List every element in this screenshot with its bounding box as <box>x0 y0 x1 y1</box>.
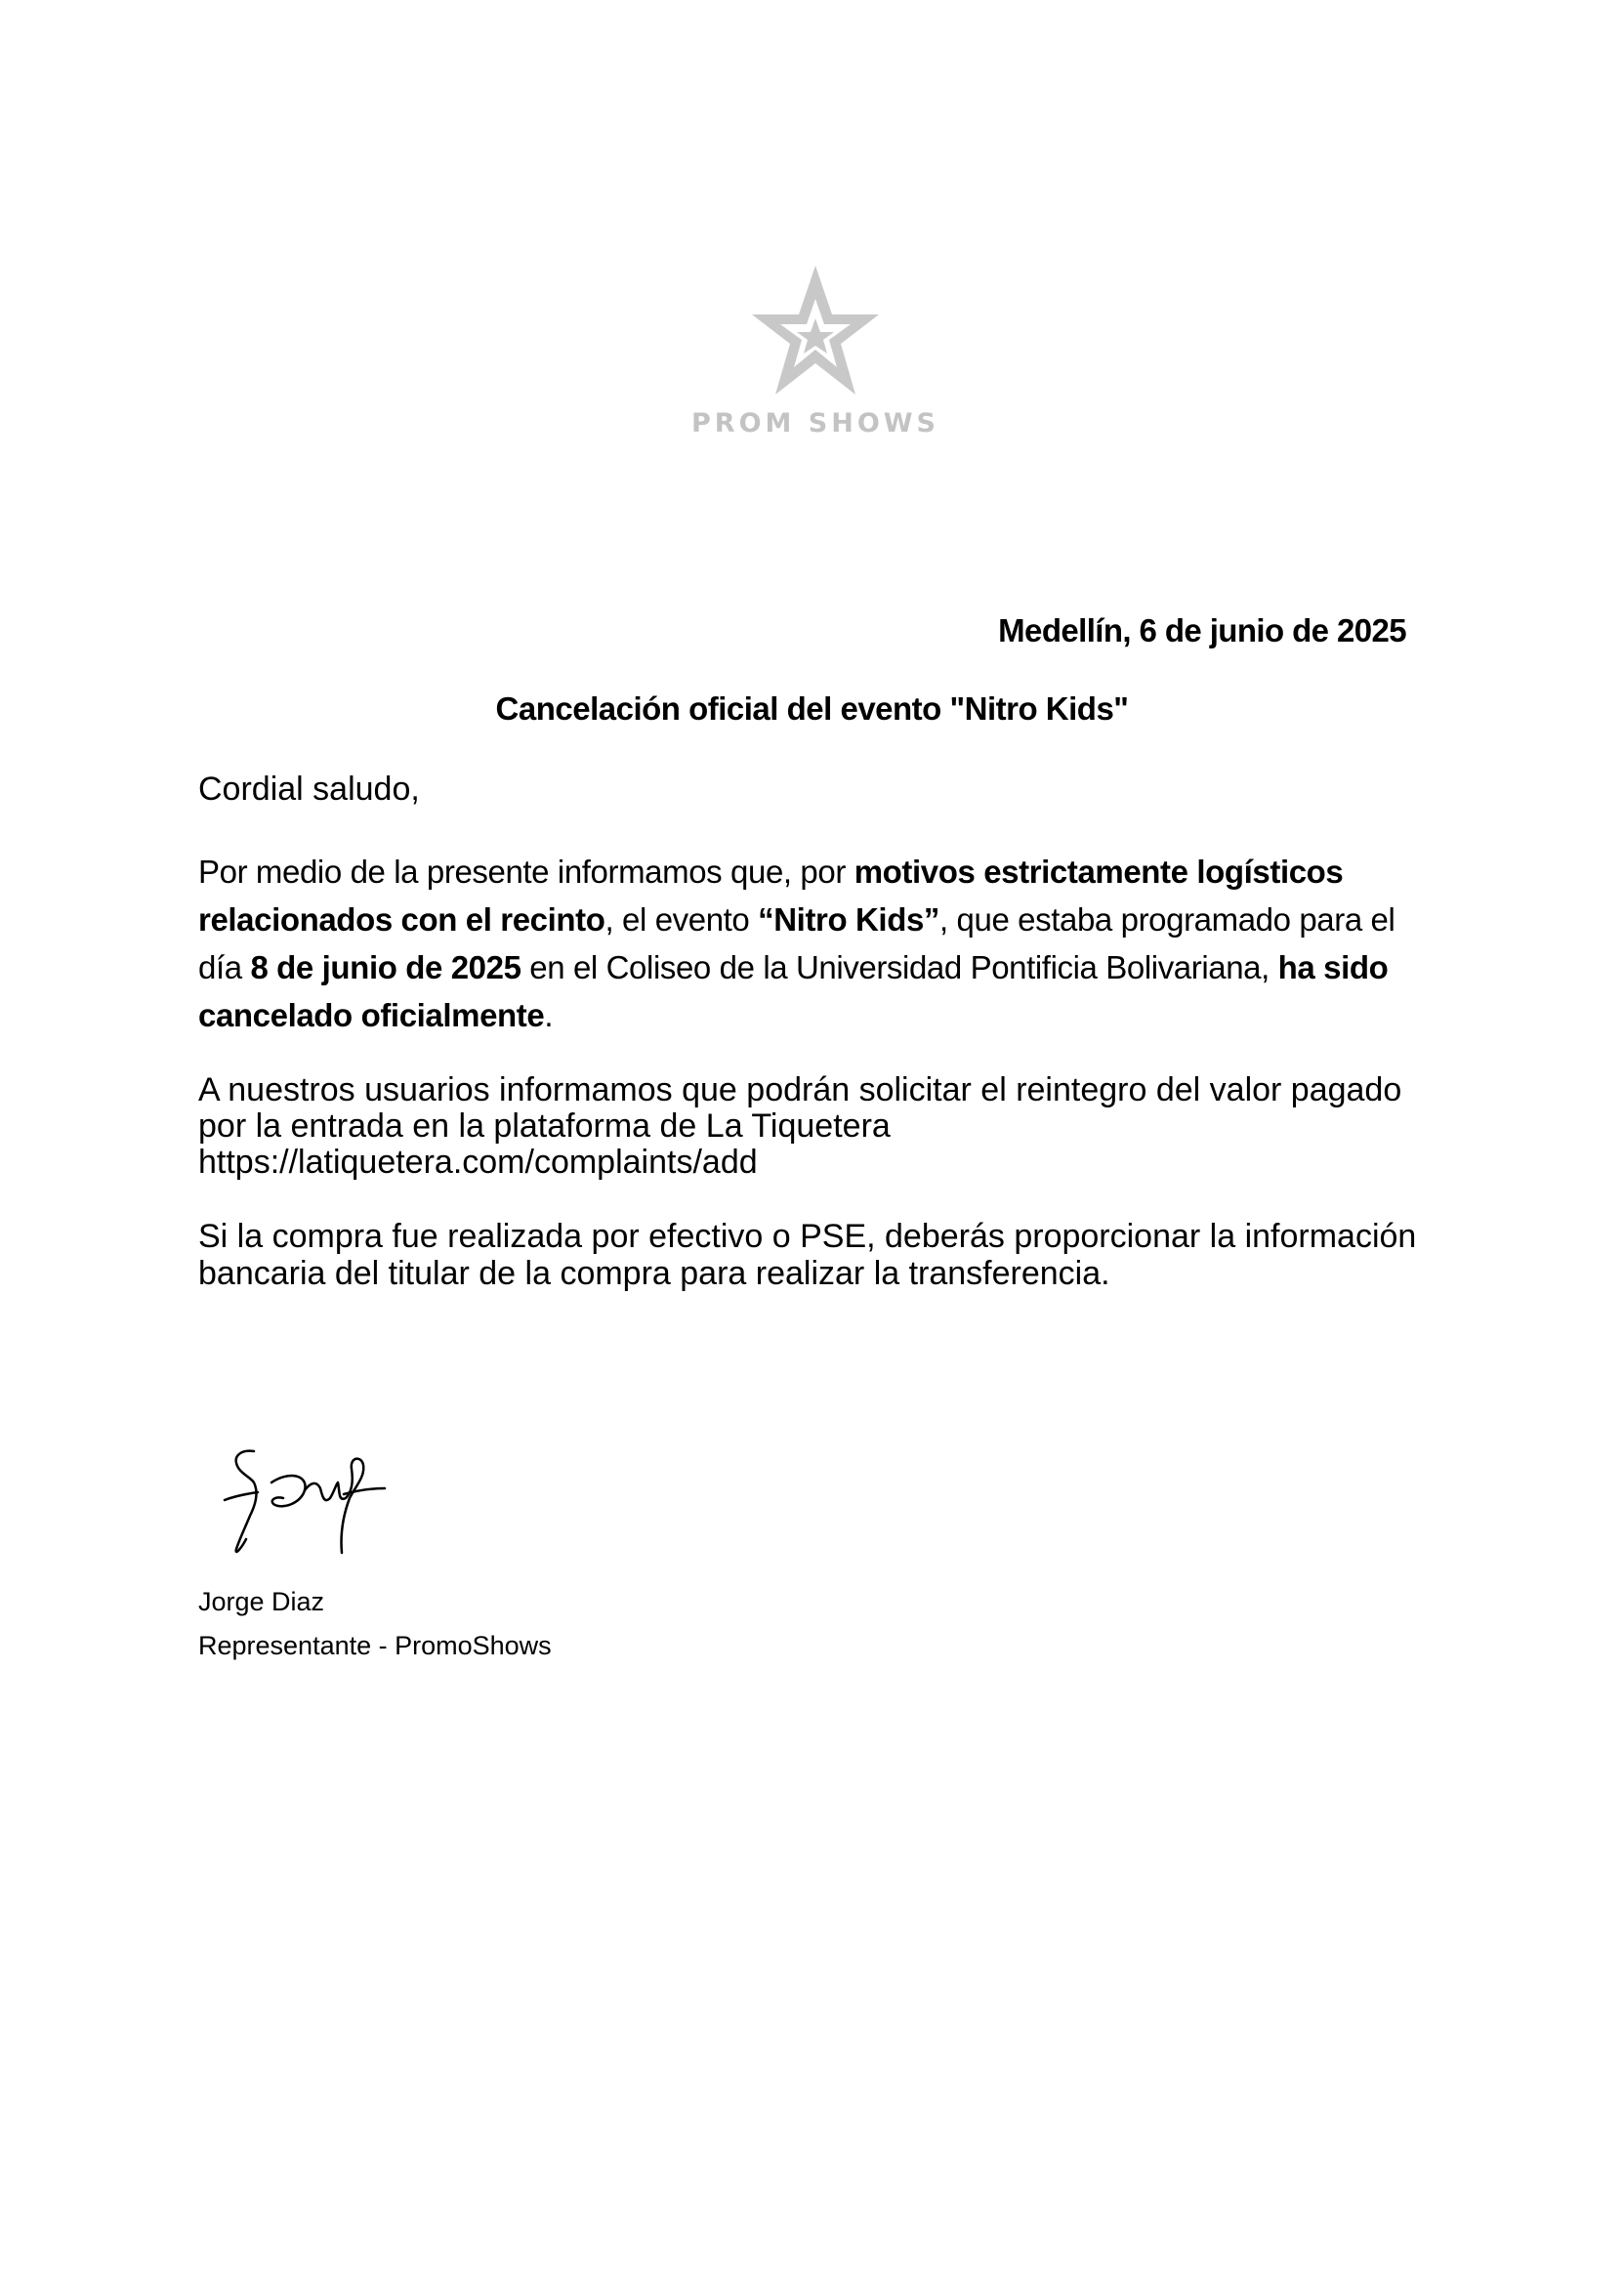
refund-link: https://latiquetera.com/complaints/add <box>198 1144 758 1181</box>
refund-line-1: A nuestros usuarios informamos que podrán solicitar el reintegro del valor pagado <box>198 1071 1402 1108</box>
handwritten-signature <box>215 1443 410 1570</box>
letter-subject: Cancelación oficial del evento "Nitro Kids" <box>495 690 1129 727</box>
paragraph-payment-info <box>198 1218 1429 1292</box>
text-run: . <box>544 997 554 1033</box>
refund-line-2: por la entrada en la plataforma de La Tiquetera <box>198 1107 891 1145</box>
text-run: , el evento <box>604 901 759 938</box>
text-run: , que estaba programado para el día <box>198 901 1395 985</box>
paragraph-cancellation <box>198 848 1429 1039</box>
prom-shows-logo <box>684 264 947 449</box>
text-run: en el Coliseo de la Universidad Pontificia Bolivariana, <box>521 949 1278 985</box>
signer-name: Jorge Diaz <box>198 1587 325 1616</box>
bold-reason: motivos estrictamente logísticos relacionados con el recinto <box>198 854 1344 938</box>
bold-event-date: 8 de junio de 2025 <box>250 949 521 985</box>
text-run: Por medio de la presente informamos que, por <box>198 854 854 890</box>
payment-line-1: Si la compra fue realizada por efectivo o PSE, deberás proporcionar la información <box>198 1218 1417 1255</box>
paragraph-refund <box>198 1072 1429 1181</box>
greeting: Cordial saludo, <box>198 771 420 808</box>
brand-text: PROM SHOWS <box>690 408 940 438</box>
bold-event-name: “Nitro Kids” <box>758 901 940 938</box>
payment-line-2: bancaria del titular de la compra para realizar la transferencia. <box>198 1255 1110 1292</box>
star-icon <box>750 264 881 400</box>
bold-cancelled: ha sido cancelado oficialmente <box>198 949 1389 1033</box>
signer-role: Representante - PromoShows <box>198 1631 552 1660</box>
letter-date: Medellín, 6 de junio de 2025 <box>998 612 1406 648</box>
